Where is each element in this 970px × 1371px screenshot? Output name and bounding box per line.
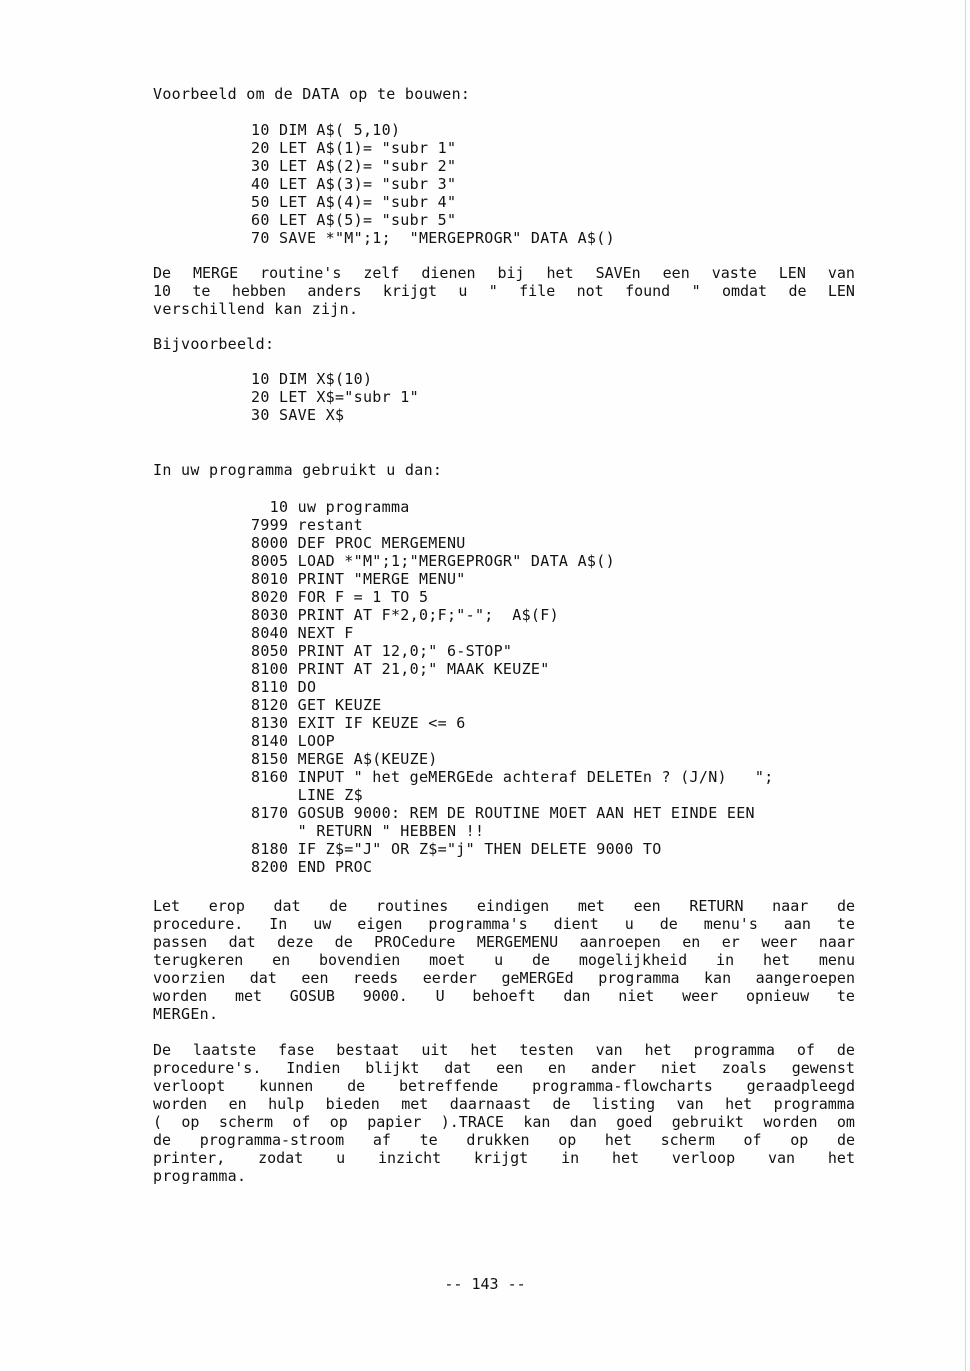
word: krijgt — [382, 282, 438, 300]
word: eigen — [357, 915, 403, 933]
word: verloopt — [153, 1077, 226, 1095]
code1-line: 40 LET A$(3)= "subr 3" — [251, 175, 457, 193]
word: drukken — [466, 1131, 530, 1149]
word: dienen — [421, 264, 476, 282]
word: bieden — [325, 1095, 380, 1113]
word: goed — [616, 1113, 653, 1131]
word: kan — [523, 1113, 551, 1131]
code3-line: 8170 GOSUB 9000: REM DE ROUTINE MOET AAN HET EINDE EEN — [251, 804, 755, 822]
para3-line — [153, 1131, 855, 1149]
word: erop — [208, 897, 245, 915]
word: van — [827, 264, 855, 282]
word: laatste — [193, 1041, 257, 1059]
para3-line — [153, 1041, 855, 1059]
word: en — [548, 1059, 567, 1077]
scan-edge — [965, 0, 966, 1371]
word: programma — [773, 1095, 855, 1113]
para1-line — [153, 282, 855, 300]
code3-line: 8140 LOOP — [251, 732, 335, 750]
word: not — [576, 282, 604, 300]
word: krijgt — [474, 1149, 529, 1167]
word: in — [561, 1149, 580, 1167]
word: met — [234, 987, 263, 1005]
code1-line: 60 LET A$(5)= "subr 5" — [251, 211, 457, 229]
code1-line: 50 LET A$(4)= "subr 4" — [251, 193, 457, 211]
word: op — [329, 1113, 348, 1131]
code1-line: 30 LET A$(2)= "subr 2" — [251, 157, 457, 175]
word: opnieuw — [745, 987, 810, 1005]
word: te — [836, 915, 855, 933]
word: en — [272, 951, 291, 969]
code3-line: 8160 INPUT " het geMERGEde achteraf DELETEn ? (J/N) "; — [251, 768, 774, 786]
word: of — [796, 1041, 815, 1059]
word: De — [153, 264, 172, 282]
word: weer — [682, 987, 719, 1005]
intro-line: Voorbeeld om de DATA op te bouwen: — [153, 85, 471, 103]
word: worden — [763, 1113, 818, 1131]
word: op — [181, 1113, 200, 1131]
word: De — [153, 1041, 172, 1059]
para3-line — [153, 1149, 855, 1167]
word: u — [494, 951, 504, 969]
word: moet — [429, 951, 466, 969]
word: de — [836, 1131, 855, 1149]
word: MERGEMENU — [476, 933, 559, 951]
para3-line — [153, 1077, 855, 1095]
code3-line: 8020 FOR F = 1 TO 5 — [251, 588, 429, 606]
word: voorzien — [153, 969, 226, 987]
word: uit — [421, 1041, 449, 1059]
word: deze — [277, 933, 314, 951]
word: menu — [818, 951, 855, 969]
word: U — [435, 987, 445, 1005]
word: programma — [598, 969, 680, 987]
word: daarnaast — [449, 1095, 532, 1113]
word: PROCedure — [374, 933, 456, 951]
code3-line: 8110 DO — [251, 678, 317, 696]
para3-line — [153, 1059, 855, 1077]
word: bestaat — [336, 1041, 400, 1059]
word: " — [488, 282, 498, 300]
word: de — [531, 951, 551, 969]
word: worden — [153, 1095, 208, 1113]
word: aanroepen — [579, 933, 661, 951]
word: hulp — [268, 1095, 305, 1113]
word: RETURN — [689, 897, 744, 915]
code3-line: " RETURN " HEBBEN !! — [251, 822, 485, 840]
word: te — [192, 282, 211, 300]
code3-line: 8130 EXIT IF KEUZE <= 6 — [251, 714, 466, 732]
word: routine's — [260, 264, 342, 282]
word: ander — [590, 1059, 637, 1077]
word: kunnen — [259, 1077, 314, 1095]
word: de — [836, 1041, 855, 1059]
word: LEN — [778, 264, 806, 282]
word: om — [836, 1113, 855, 1131]
word: found — [625, 282, 671, 300]
word: Let — [153, 897, 181, 915]
word: op — [790, 1131, 809, 1149]
word: inzicht — [377, 1149, 442, 1167]
code3-line: 8100 PRINT AT 21,0;" MAAK KEUZE" — [251, 660, 550, 678]
word: aan — [783, 915, 811, 933]
word: procedure. — [153, 915, 244, 933]
word: GOSUB — [289, 987, 335, 1005]
word: van — [676, 1095, 704, 1113]
word: in — [716, 951, 735, 969]
word: het — [827, 1149, 855, 1167]
word: het — [644, 1041, 672, 1059]
word: er — [721, 933, 740, 951]
word: papier — [367, 1113, 422, 1131]
code2-line: 20 LET X$="subr 1" — [251, 388, 419, 406]
word: de — [329, 897, 348, 915]
word: ( — [153, 1113, 163, 1131]
word: programma — [693, 1041, 775, 1059]
word: terugkeren — [153, 951, 244, 969]
word: het — [725, 1095, 753, 1113]
intro2-line: In uw programma gebruikt u dan: — [153, 461, 443, 479]
word: het — [762, 951, 791, 969]
word: een — [633, 897, 661, 915]
code3-line: 7999 restant — [251, 516, 363, 534]
word: uw — [313, 915, 332, 933]
word: geMERGEd — [501, 969, 574, 987]
example-label: Bijvoorbeeld: — [153, 335, 275, 353]
word: naar — [818, 933, 855, 951]
para2-line — [153, 897, 855, 915]
word: bovendien — [319, 951, 401, 969]
para3-line — [153, 1095, 855, 1113]
code3-line: 8030 PRINT AT F*2,0;F;"-"; A$(F) — [251, 606, 559, 624]
word: worden — [153, 987, 208, 1005]
code3-line: 8010 PRINT "MERGE MENU" — [251, 570, 466, 588]
word: niet — [618, 987, 655, 1005]
para1-line — [153, 264, 855, 282]
word: de — [552, 1095, 571, 1113]
word: een — [496, 1059, 524, 1077]
word: naar — [772, 897, 809, 915]
word: mogelijkheid — [578, 951, 688, 969]
word: behoeft — [472, 987, 536, 1005]
word: zelf — [363, 264, 400, 282]
word: en — [228, 1095, 247, 1113]
word: een — [301, 969, 329, 987]
para2-line — [153, 951, 855, 969]
word: betreffende — [398, 1077, 499, 1095]
word: programma-flowcharts — [532, 1077, 713, 1095]
word: de — [788, 282, 807, 300]
word: gebruikt — [671, 1113, 744, 1131]
code3-line: 8050 PRINT AT 12,0;" 6-STOP" — [251, 642, 513, 660]
code1-line: 20 LET A$(1)= "subr 1" — [251, 139, 457, 157]
word: passen — [153, 933, 208, 951]
word: verloop — [671, 1149, 736, 1167]
word: of — [292, 1113, 311, 1131]
para3-line: programma. — [153, 1167, 247, 1185]
code2-line: 30 SAVE X$ — [251, 406, 345, 424]
word: kan — [704, 969, 732, 987]
word: scherm — [660, 1131, 715, 1149]
word: weer — [761, 933, 798, 951]
word: te — [419, 1131, 438, 1149]
word: u — [458, 282, 468, 300]
word: het — [611, 1149, 640, 1167]
word: u — [336, 1149, 346, 1167]
word: gewenst — [791, 1059, 855, 1077]
word: dient — [553, 915, 599, 933]
word: blijkt — [365, 1059, 420, 1077]
word: dat — [228, 933, 256, 951]
code3-line: 8120 GET KEUZE — [251, 696, 382, 714]
word: zoals — [721, 1059, 767, 1077]
word: met — [577, 897, 605, 915]
word: zodat — [258, 1149, 304, 1167]
word: hebben — [231, 282, 286, 300]
para2-line — [153, 969, 855, 987]
word: en — [682, 933, 701, 951]
word: In — [269, 915, 288, 933]
word: listing — [591, 1095, 656, 1113]
para1-line: verschillend kan zijn. — [153, 300, 359, 318]
word: procedure's. — [153, 1059, 262, 1077]
code3-line: LINE Z$ — [251, 786, 363, 804]
word: het — [604, 1131, 632, 1149]
word: of — [743, 1131, 762, 1149]
word: reeds — [353, 969, 399, 987]
word: dat — [273, 897, 301, 915]
code1-line: 10 DIM A$( 5,10) — [251, 121, 401, 139]
word: anders — [307, 282, 362, 300]
word: op — [558, 1131, 577, 1149]
word: MERGE — [193, 264, 239, 282]
word: een — [662, 264, 690, 282]
code3-line: 8150 MERGE A$(KEUZE) — [251, 750, 438, 768]
word: dat — [444, 1059, 472, 1077]
word: het — [470, 1041, 498, 1059]
word: omdat — [721, 282, 768, 300]
word: de — [659, 915, 678, 933]
word: 10 — [153, 282, 172, 300]
code3-line: 8040 NEXT F — [251, 624, 354, 642]
code3-line: 8180 IF Z$="J" OR Z$="j" THEN DELETE 9000 TO — [251, 840, 662, 858]
word: programma's — [428, 915, 528, 933]
word: SAVEn — [595, 264, 641, 282]
word: dan — [569, 1113, 597, 1131]
word: printer, — [153, 1149, 226, 1167]
word: bij — [497, 264, 525, 282]
word: file — [519, 282, 556, 300]
word: te — [836, 987, 855, 1005]
word: met — [401, 1095, 429, 1113]
word: ).TRACE — [440, 1113, 504, 1131]
word: af — [372, 1131, 391, 1149]
word: vaste — [711, 264, 757, 282]
word: routines — [376, 897, 449, 915]
code3-line: 8200 END PROC — [251, 858, 373, 876]
para2-line: MERGEn. — [153, 1005, 219, 1023]
word: van — [595, 1041, 623, 1059]
word: eindigen — [476, 897, 550, 915]
code3-line: 10 uw programma — [251, 498, 410, 516]
word: menu's — [703, 915, 758, 933]
para2-line — [153, 915, 855, 933]
word: de — [347, 1077, 366, 1095]
word: testen — [519, 1041, 574, 1059]
word: eerder — [422, 969, 477, 987]
word: 9000. — [362, 987, 408, 1005]
code3-line: 8000 DEF PROC MERGEMENU — [251, 534, 466, 552]
word: de — [836, 897, 855, 915]
para3-line — [153, 1113, 855, 1131]
para2-line — [153, 987, 855, 1005]
word: geraadpleegd — [746, 1077, 855, 1095]
word: het — [546, 264, 574, 282]
word: LEN — [827, 282, 855, 300]
word: u — [624, 915, 634, 933]
word: de — [153, 1131, 172, 1149]
word: van — [767, 1149, 796, 1167]
word: de — [334, 933, 353, 951]
para2-line — [153, 933, 855, 951]
page-number: -- 143 -- — [444, 1275, 526, 1293]
word: " — [691, 282, 701, 300]
word: programma-stroom — [199, 1131, 345, 1149]
word: scherm — [218, 1113, 273, 1131]
word: fase — [278, 1041, 315, 1059]
word: aangeroepen — [755, 969, 855, 987]
code2-line: 10 DIM X$(10) — [251, 370, 373, 388]
code1-line: 70 SAVE *"M";1; "MERGEPROGR" DATA A$() — [251, 229, 615, 247]
word: dat — [249, 969, 277, 987]
word: dan — [563, 987, 591, 1005]
word: niet — [660, 1059, 697, 1077]
code3-line: 8005 LOAD *"M";1;"MERGEPROGR" DATA A$() — [251, 552, 615, 570]
word: Indien — [286, 1059, 341, 1077]
